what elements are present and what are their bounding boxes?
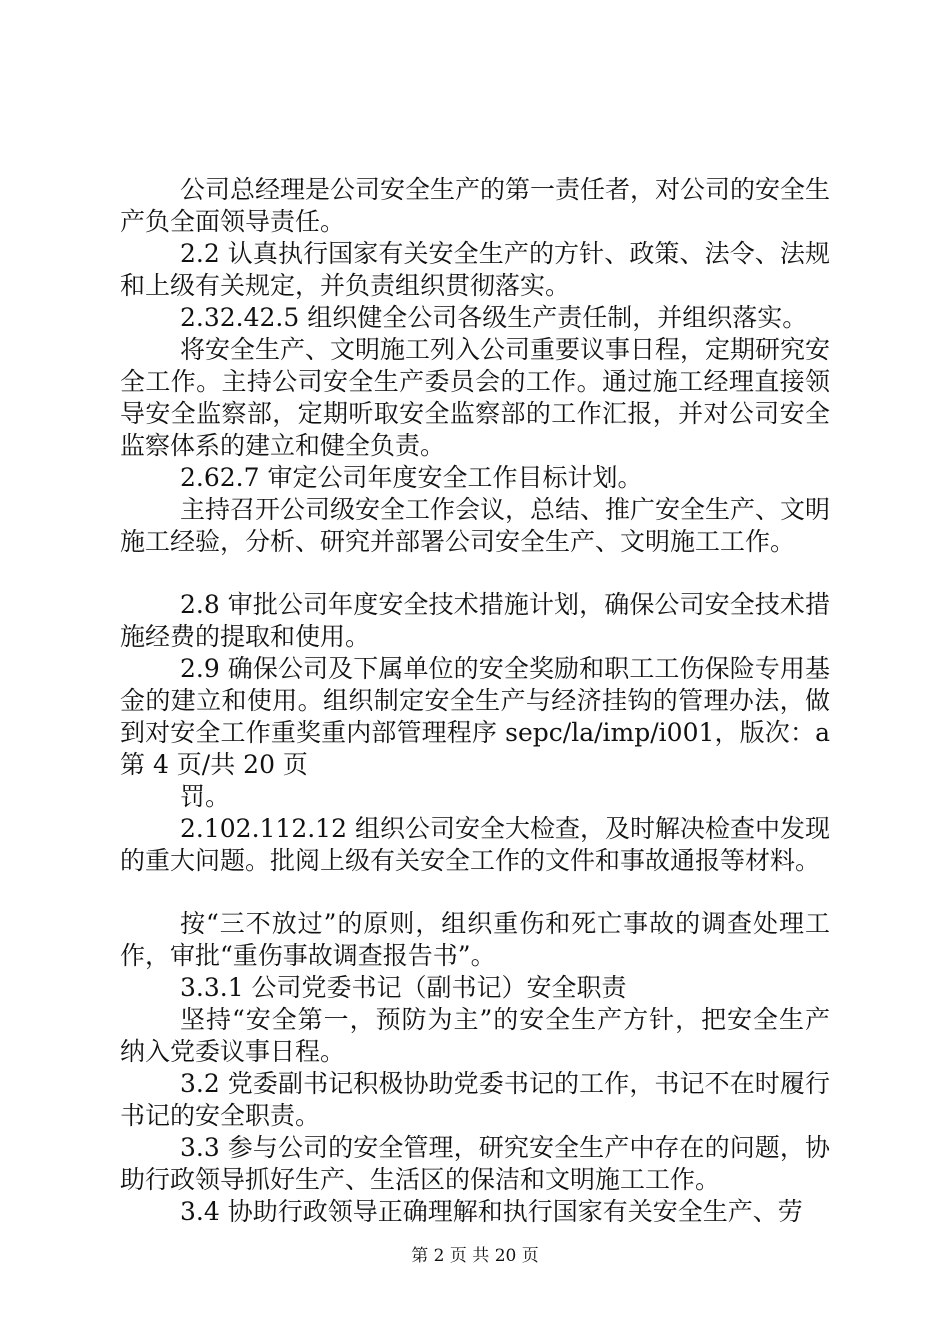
section-heading-3-3-1: 3.3.1 公司党委书记（副书记）安全职责 (180, 973, 627, 1002)
paragraph-8: 2.9 确保公司及下属单位的安全奖励和职工工伤保险专用基金的建立和使用。组织制定安全生产与经济挂钩的管理办法，做到对安全工作重奖重内部管理程序 sepc/la/imp/i001，版次：a 第 4 页/共 20 页 (120, 654, 830, 779)
page-number-footer: 第 2 页 共 20 页 (411, 1246, 539, 1266)
paragraph-7: 2.8 审批公司年度安全技术措施计划，确保公司安全技术措施经费的提取和使用。 (120, 590, 830, 651)
paragraph-4: 将安全生产、文明施工列入公司重要议事日程，定期研究安全工作。主持公司安全生产委员会的工作。通过施工经理直接领导安全监察部，定期听取安全监察部的工作汇报，并对公司安全监察体系的建立和健全负责。 (120, 335, 831, 460)
paragraph-11: 按“三不放过”的原则，组织重伤和死亡事故的调查处理工作，审批“重伤事故调查报告书”。 (120, 909, 830, 970)
paragraph-13: 坚持“安全第一，预防为主”的安全生产方针，把安全生产纳入党委议事日程。 (120, 1005, 830, 1066)
paragraph-1: 公司总经理是公司安全生产的第一责任者，对公司的安全生产负全面领导责任。 (120, 175, 831, 236)
paragraph-15: 3.3 参与公司的安全管理，研究安全生产中存在的问题，协助行政领导抓好生产、生活区的保洁和文明施工工作。 (120, 1133, 830, 1194)
paragraph-3: 2.32.42.5 组织健全公司各级生产责任制，并组织落实。 (180, 303, 808, 332)
paragraph-16: 3.4 协助行政领导正确理解和执行国家有关安全生产、劳 (180, 1197, 803, 1226)
document-body (120, 174, 830, 1228)
paragraph-6: 主持召开公司级安全工作会议，总结、推广安全生产、文明施工经验，分析、研究并部署公司安全生产、文明施工工作。 (120, 495, 831, 556)
paragraph-9: 罚。 (180, 782, 231, 811)
paragraph-2: 2.2 认真执行国家有关安全生产的方针、政策、法令、法规和上级有关规定，并负责组织贯彻落实。 (120, 239, 830, 300)
paragraph-5: 2.62.7 审定公司年度安全工作目标计划。 (180, 463, 643, 492)
paragraph-10: 2.102.112.12 组织公司安全大检查，及时解决检查中发现的重大问题。批阅上级有关安全工作的文件和事故通报等材料。 (120, 814, 830, 875)
paragraph-14: 3.2 党委副书记积极协助党委书记的工作，书记不在时履行书记的安全职责。 (120, 1069, 830, 1130)
